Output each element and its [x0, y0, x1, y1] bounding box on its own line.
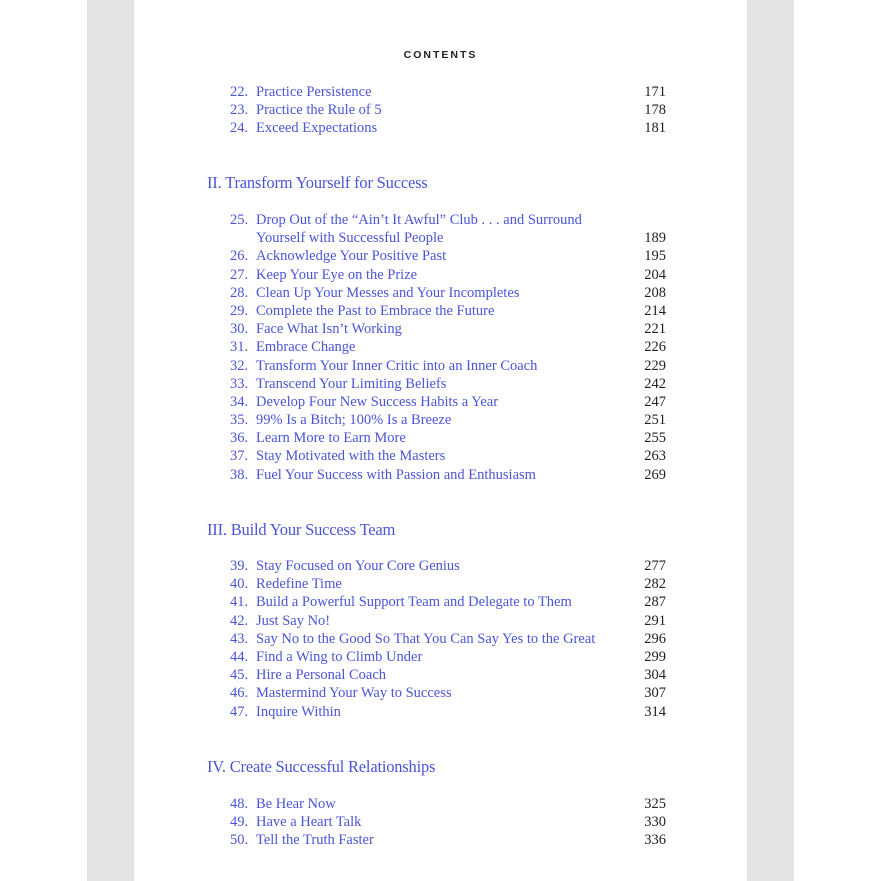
entry-number: 22.	[230, 84, 249, 100]
entry-title[interactable]: Learn More to Earn More	[256, 430, 406, 447]
entry-page: 208	[644, 284, 666, 301]
entry-page: 336	[644, 832, 666, 849]
entry-page: 226	[644, 339, 666, 356]
toc-group-part2	[0, 211, 881, 484]
toc-group-part3	[0, 557, 881, 721]
toc-entry[interactable]	[0, 813, 881, 831]
entry-page: 178	[644, 102, 666, 119]
entry-title[interactable]: Practice the Rule of 5	[256, 102, 382, 119]
entry-title[interactable]: Transcend Your Limiting Beliefs	[256, 375, 447, 392]
entry-number: 36.	[230, 430, 249, 447]
toc-entry[interactable]	[0, 320, 881, 338]
entry-page: 307	[644, 685, 666, 702]
toc-group-part4	[0, 795, 881, 850]
entry-page: 251	[644, 412, 666, 429]
entry-page: 181	[644, 120, 666, 137]
toc-entry[interactable]	[0, 211, 881, 247]
entry-title[interactable]: Inquire Within	[256, 703, 341, 720]
entry-number: 31.	[230, 339, 249, 356]
entry-number: 33.	[230, 375, 249, 392]
entry-number: 42.	[230, 612, 249, 629]
entry-page: 304	[644, 667, 666, 684]
toc-entry[interactable]	[0, 447, 881, 465]
entry-number: 34.	[230, 393, 249, 410]
entry-title[interactable]: Develop Four New Success Habits a Year	[256, 393, 499, 410]
entry-page: 189	[644, 230, 666, 247]
toc-entry[interactable]	[0, 393, 881, 411]
entry-title[interactable]: Complete the Past to Embrace the Future	[256, 302, 495, 319]
entry-title[interactable]: Have a Heart Talk	[256, 814, 362, 831]
toc-entry[interactable]	[0, 466, 881, 484]
entry-page: 221	[644, 321, 666, 338]
entry-number: 37.	[230, 448, 249, 465]
toc-entry[interactable]	[0, 630, 881, 648]
entry-title[interactable]: Mastermind Your Way to Success	[256, 685, 452, 702]
toc-entry[interactable]	[0, 101, 881, 119]
entry-title[interactable]: 99% Is a Bitch; 100% Is a Breeze	[256, 412, 452, 429]
entry-title[interactable]: Build a Powerful Support Team and Delegate to Them	[256, 594, 572, 611]
toc-entry[interactable]	[0, 612, 881, 630]
entry-title[interactable]: Acknowledge Your Positive Past	[256, 248, 447, 265]
entry-number: 28.	[230, 284, 249, 301]
entry-title[interactable]: Just Say No!	[256, 612, 331, 629]
entry-number: 30.	[230, 321, 249, 338]
entry-number: 26.	[230, 248, 249, 265]
entry-page: 255	[644, 430, 666, 447]
part-heading-3[interactable]: III. Build Your Success Team	[207, 520, 396, 539]
entry-title[interactable]: Stay Motivated with the Masters	[256, 448, 446, 465]
toc-entry[interactable]	[0, 795, 881, 813]
entry-number: 23.	[230, 102, 249, 119]
entry-title[interactable]: Be Hear Now	[256, 796, 336, 812]
entry-number: 44.	[230, 648, 249, 665]
entry-title[interactable]: Fuel Your Success with Passion and Enthusiasm	[256, 466, 536, 483]
toc-entry[interactable]	[0, 648, 881, 666]
entry-title[interactable]: Redefine Time	[256, 576, 342, 593]
entry-title[interactable]: Exceed Expectations	[256, 120, 378, 137]
entry-number: 46.	[230, 685, 249, 702]
toc-entry[interactable]	[0, 83, 881, 101]
entry-number: 25.	[230, 212, 249, 228]
entry-page: 229	[644, 357, 666, 374]
entry-page: 291	[644, 612, 666, 629]
entry-number: 48.	[230, 796, 249, 812]
entry-number: 27.	[230, 266, 249, 283]
toc-entry[interactable]	[0, 666, 881, 684]
entry-number: 35.	[230, 412, 249, 429]
entry-title[interactable]: Stay Focused on Your Core Genius	[256, 558, 460, 574]
toc-entry[interactable]	[0, 557, 881, 575]
entry-page: 269	[644, 466, 666, 483]
entry-number: 50.	[230, 832, 249, 849]
toc-entry[interactable]	[0, 375, 881, 393]
entry-title[interactable]: Keep Your Eye on the Prize	[256, 266, 418, 283]
entry-page: 214	[644, 302, 666, 319]
toc-entry[interactable]	[0, 703, 881, 721]
entry-page: 242	[644, 375, 666, 392]
part-heading-4[interactable]: IV. Create Successful Relationships	[207, 757, 436, 776]
entry-number: 47.	[230, 703, 249, 720]
entry-page: 314	[644, 703, 666, 720]
entry-title[interactable]: Embrace Change	[256, 339, 356, 356]
entry-number: 49.	[230, 814, 249, 831]
entry-number: 45.	[230, 667, 249, 684]
entry-page: 330	[644, 814, 666, 831]
toc-entry[interactable]	[0, 338, 881, 356]
entry-page: 299	[644, 648, 666, 665]
toc-entry[interactable]	[0, 266, 881, 284]
entry-page: 195	[644, 248, 666, 265]
entry-page: 277	[644, 558, 666, 574]
entry-title[interactable]: Find a Wing to Climb Under	[256, 648, 423, 665]
entry-number: 24.	[230, 120, 249, 137]
entry-page: 325	[644, 796, 666, 812]
entry-page: 263	[644, 448, 666, 465]
toc-group-part1-tail	[0, 83, 881, 138]
toc-entry[interactable]	[0, 429, 881, 447]
entry-number: 39.	[230, 558, 249, 574]
entry-number: 43.	[230, 630, 249, 647]
part-heading-2[interactable]: II. Transform Yourself for Success	[207, 173, 428, 192]
entry-page: 282	[644, 576, 666, 593]
entry-number: 41.	[230, 594, 249, 611]
entry-title-line1[interactable]: Drop Out of the “Ain’t It Awful” Club . . . and Surround	[256, 212, 582, 228]
entry-page: 287	[644, 594, 666, 611]
toc-entry[interactable]	[0, 247, 881, 265]
entry-title-line2[interactable]: Yourself with Successful People	[256, 230, 444, 247]
entry-number: 29.	[230, 302, 249, 319]
entry-number: 40.	[230, 576, 249, 593]
toc-entry[interactable]	[0, 411, 881, 429]
entry-title[interactable]: Practice Persistence	[256, 84, 372, 100]
entry-number: 38.	[230, 466, 249, 483]
toc-entry[interactable]	[0, 357, 881, 375]
entry-title[interactable]: Say No to the Good So That You Can Say Yes to the Great	[256, 630, 596, 647]
running-head: CONTENTS	[403, 49, 478, 61]
toc-entry[interactable]	[0, 302, 881, 320]
entry-title[interactable]: Tell the Truth Faster	[256, 832, 374, 849]
toc-entry[interactable]	[0, 284, 881, 302]
toc-entry[interactable]	[0, 684, 881, 702]
entry-title[interactable]: Transform Your Inner Critic into an Inner Coach	[256, 357, 538, 374]
toc-entry[interactable]	[0, 119, 881, 137]
toc-entry[interactable]	[0, 831, 881, 849]
toc-entry[interactable]	[0, 575, 881, 593]
entry-page: 296	[644, 630, 666, 647]
entry-page: 247	[644, 393, 666, 410]
entry-title[interactable]: Face What Isn’t Working	[256, 321, 402, 338]
entry-title[interactable]: Clean Up Your Messes and Your Incompletes	[256, 284, 520, 301]
entry-number: 32.	[230, 357, 249, 374]
entry-page: 171	[644, 84, 666, 100]
entry-page: 204	[644, 266, 666, 283]
toc-entry[interactable]	[0, 593, 881, 611]
entry-title[interactable]: Hire a Personal Coach	[256, 667, 387, 684]
